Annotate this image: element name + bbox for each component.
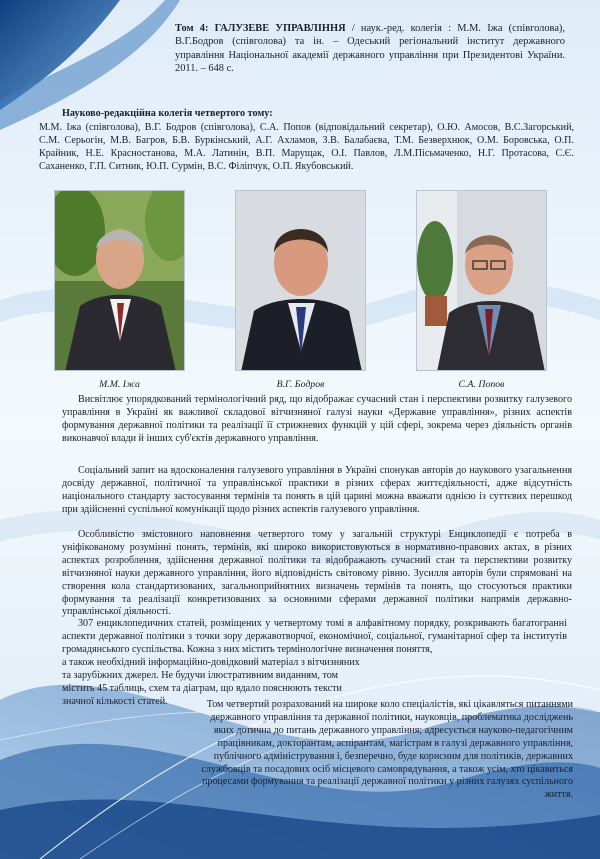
editorial-board-members: М.М. Іжа (співголова), В.Г. Бодров (співголова), С.А. Попов (відповідальний секретар), О.Ю. Амосов, В.С.Загорський, С.М. Серьогін, М.В. Багров, Б.В. Буркінський, А.Г. Ахламов, З.В. Балабаєва, Т.М. Безверхнюк, О.М. Боровська, О.П. Крайник, Н.Е. Красностанова, М.А. Латинін, В.П. Марущак, О.І. Павлов, Л.М.Пісьмаченко, Н.Г. Протасова, С.Є. Саханенко, Г.П. Ситник, Ю.П. Сурмін, В.С. Філіпчук, О.П. Якубовський. (39, 122, 574, 172)
paragraph-4: 307 енциклопедичних статей, розміщених у четвертому томі в алфавітному порядку, розкривають багатогранні аспекти державної політики з точки зору державотворчої, економічної, соціальної, гуманітарної сфер та інститутів громадянського суспільства. Кожна з них містить термінологічне визначення поняття, (62, 618, 567, 655)
paragraph-3: Особливістю змістовного наповнення четвертого тому у загальній структурі Енциклопедії є потреба в уніфікованому розумінні понять, термінів, які широко використовуються в нормативно-правових актах, в різних аспектах розроблення, здійснення державної політики та відображають сучасний стан та перспективи розвитку вітчизняної науки державного управління, його відповідність світовому рівню. Зусилля авторів були спрямовані на створення кола стандартизованих, загальноприйнятних визначень термінів та понять, що стосуються практики формування та реалізації конкретизованих за основними сферами державної політики напрямів державно-управлінської діяльності. (62, 529, 572, 618)
paragraph-1: Висвітлює упорядкований термінологічний ряд, що відображає сучасний стан і перспективи розвитку галузевого управління в Україні як важливої складової вітчизняної галузі науки «Державне управління», різних аспектів формування державної політики та реалізації її стрижневих функцій у цій сфері, зокрема через діяльність органів виконавчої влади й інших суб'єктів державного управління. (62, 394, 572, 444)
photo-caption-bodrov: В.Г. Бодров (276, 379, 325, 390)
portrait-photo-popov (416, 190, 547, 371)
volume-title: Том 4: ГАЛУЗЕВЕ УПРАВЛІННЯ (175, 23, 346, 34)
book-citation (175, 22, 565, 76)
portrait-photo-izha (54, 190, 185, 371)
closing-paragraph: Том четвертий розрахований на широке коло спеціалістів, які цікавляться питаннями державного управління та державної політики, науковців, проблематика досліджень яких дотична до питань державного управління; адресується науково-педагогічним працівникам, докторантам, аспірантам, магістрам в галузі державного управління, публічного адміністрування і, безперечно, буде корисним для політиків, державних службовців та посадових осіб місцевого самоврядування, а також усім, хто цікавиться процесами формування та реалізації державної політики у різних галузях суспільного життя. (201, 699, 573, 801)
portrait-photo-bodrov (235, 190, 366, 371)
citation-details: / наук.-ред. колегія : М.М. Іжа (співголова), В.Г.Бодров (співголова) та ін. – Одеський регіональний інститут державного управління Національної академії державного управління при Президентові України. 2011. – 648 с. (175, 23, 565, 75)
editorial-board-title: Науково-редакційна колегія четвертого тому: (62, 108, 273, 119)
photo-caption-popov: С.А. Попов (458, 379, 505, 390)
photo-caption-izha: М.М. Іжа (99, 379, 140, 390)
paragraph-2: Соціальний запит на вдосконалення галузевого управління в Україні спонукав авторів до наукового узагальнення досвіду державної, політичної та управлінської практики в різних сферах життєдіяльності, адже відсутність національного стандарту застосування термінів та понять в цій царині можна вважати однією із суттєвих перешкод при здійсненні суспільної комунікації щодо різних аспектів галузевого управління. (62, 465, 572, 515)
paragraph-5: а також необхідний інформаційно-довідковий матеріал з вітчизняних та зарубіжних джерел. Не будучи ілюстративним виданням, том містить 45 таблиць, схем та діаграм, що вдало пояснюють тексти значної кількості статей. (62, 657, 360, 707)
